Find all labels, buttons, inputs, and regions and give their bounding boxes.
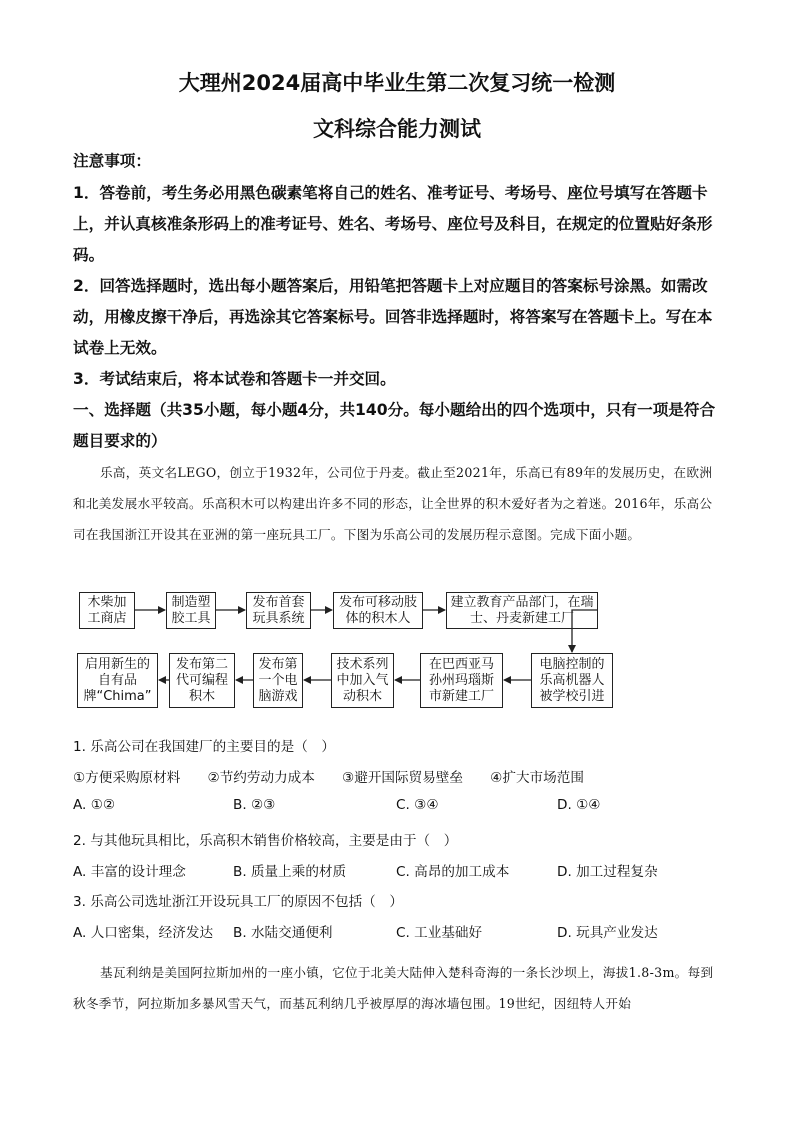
question-1-stem: 1. 乐高公司在我国建厂的主要目的是（ ） <box>73 739 335 755</box>
flow-step-9: 发布第一个电脑游戏 <box>253 653 303 708</box>
flow-step-11: 启用新生的自有品牌“Chima” <box>77 653 158 708</box>
question-1-option-a: A. ①② <box>73 797 116 813</box>
question-1-option-c: C. ③④ <box>396 797 439 813</box>
question-3-option-d: D. 玩具产业发达 <box>557 925 658 941</box>
notes-item-3: 3．考试结束后，将本试卷和答题卡一并交回。 <box>73 370 396 388</box>
flow-step-7: 在巴西亚马孙州玛瑙斯市新建工厂 <box>420 653 503 708</box>
exam-title: 大理州2024届高中毕业生第二次复习统一检测 <box>178 71 616 95</box>
notes-item-1: 1．答卷前，考生务必用黑色碳素笔将自己的姓名、准考证号、考场号、座位号填写在答题卡上，并认真核准条形码上的准考证号、姓名、考场号、座位号及科目，在规定的位置贴好条形码。 <box>73 184 713 264</box>
question-3-option-a: A. 人口密集，经济发达 <box>73 925 214 941</box>
question-2-option-c: C. 高昂的加工成本 <box>396 864 510 880</box>
question-3-option-b: B. 水陆交通便利 <box>233 925 333 941</box>
notes-heading: 注意事项： <box>73 152 151 170</box>
exam-subtitle: 文科综合能力测试 <box>313 117 481 141</box>
question-1-items: ①方便采购原材料 ②节约劳动力成本 ③避开国际贸易壁垒 ④扩大市场范围 <box>73 770 584 786</box>
section-heading: 一、选择题（共35小题，每小题4分，共140分。每小题给出的四个选项中，只有一项是符合题目要求的） <box>73 401 716 450</box>
passage-lego: 乐高，英文名LEGO，创立于1932年，公司位于丹麦。截止至2021年，乐高已有89年的发展历史，在欧洲和北美发展水平较高。乐高积木可以构建出许多不同的形态，让全世界的积木爱好者为之着迷。2016年，乐高公司在我国浙江开设其在亚洲的第一座玩具工厂。下图为乐高公司的发展历程示意图。完成下面小题。 <box>73 465 713 542</box>
question-3-stem: 3. 乐高公司选址浙江开设玩具工厂的原因不包括（ ） <box>73 894 403 910</box>
question-2-option-b: B. 质量上乘的材质 <box>233 864 347 880</box>
question-2-option-d: D. 加工过程复杂 <box>557 864 658 880</box>
flow-step-5: 建立教育产品部门，在瑞士、丹麦新建工厂 <box>446 592 598 629</box>
flow-step-6: 电脑控制的乐高机器人被学校引进 <box>531 653 613 708</box>
notes-item-2: 2．回答选择题时，选出每小题答案后，用铅笔把答题卡上对应题目的答案标号涂黑。如需改动，用橡皮擦干净后，再选涂其它答案标号。回答非选择题时，将答案写在答题卡上。写在本试卷上无效。 <box>73 277 713 357</box>
flow-step-3: 发布首套玩具系统 <box>246 592 311 629</box>
flow-step-8: 技术系列中加入气动积木 <box>331 653 394 708</box>
flow-step-2: 制造塑胶工具 <box>166 592 216 629</box>
question-2-option-a: A. 丰富的设计理念 <box>73 864 186 880</box>
question-3-option-c: C. 工业基础好 <box>396 925 483 941</box>
passage-kivalina: 基瓦利纳是美国阿拉斯加州的一座小镇，它位于北美大陆伸入楚科奇海的一条长沙坝上，海拔1.8-3m。每到秋冬季节，阿拉斯加多暴风雪天气，而基瓦利纳几乎被厚厚的海冰墙包围。19世纪，因纽特人开始 <box>73 965 714 1011</box>
flow-step-10: 发布第二代可编程积木 <box>169 653 235 708</box>
question-1-option-b: B. ②③ <box>233 797 276 813</box>
question-1-option-d: D. ①④ <box>557 797 601 813</box>
question-2-stem: 2. 与其他玩具相比，乐高积木销售价格较高，主要是由于（ ） <box>73 833 458 849</box>
flow-step-1: 木柴加工商店 <box>79 592 135 629</box>
flow-step-4: 发布可移动肢体的积木人 <box>333 592 423 629</box>
